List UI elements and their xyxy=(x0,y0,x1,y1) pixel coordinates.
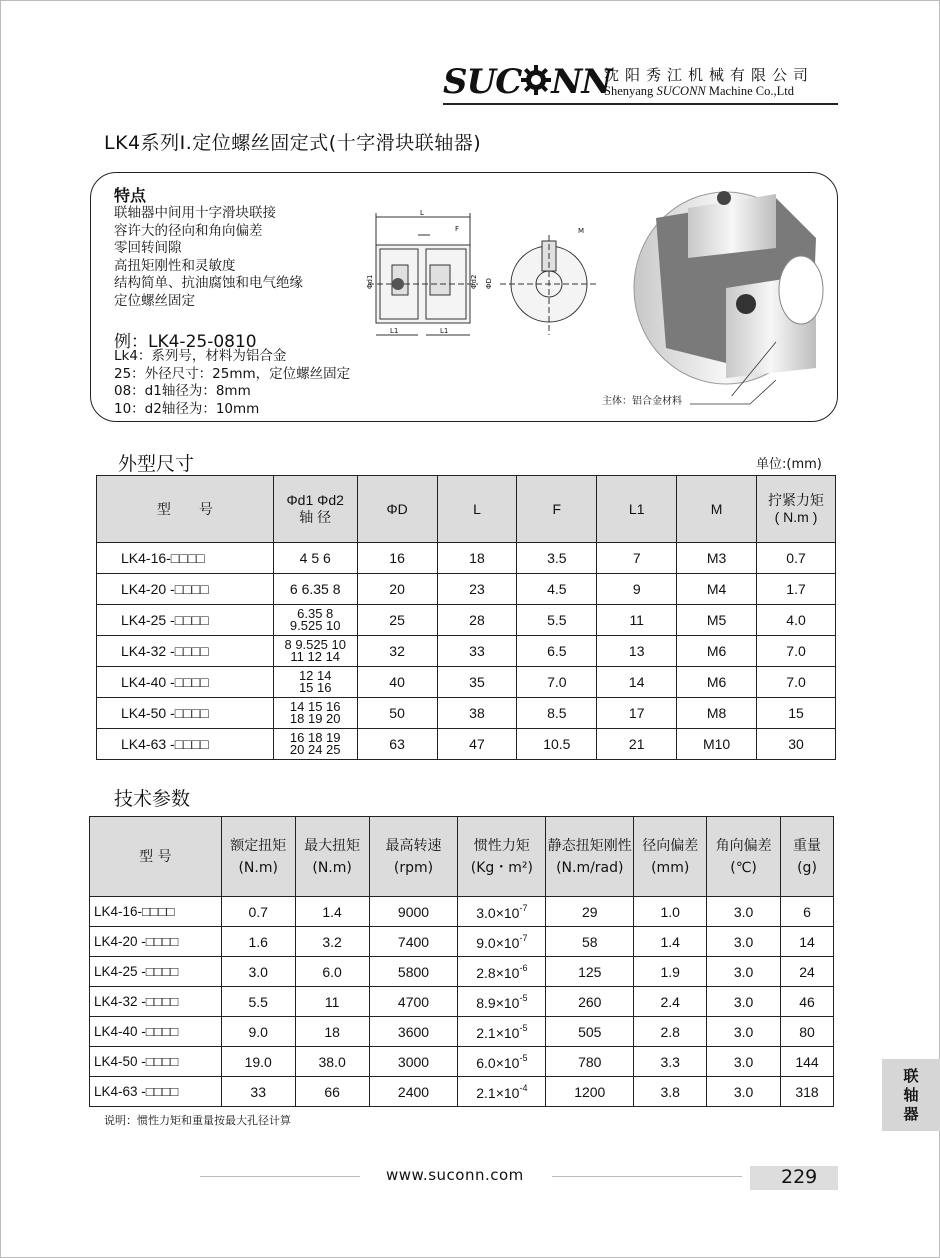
table-row xyxy=(90,1077,834,1107)
table-cell: 7.0 xyxy=(757,667,836,698)
drawing-label-L1: L1 xyxy=(390,327,399,335)
model-cell: LK4-32 -□□□□ xyxy=(97,636,274,667)
table-cell: 1.9 xyxy=(634,957,707,987)
table-row xyxy=(90,927,834,957)
company-name-en: Shenyang SUCONN Machine Co.,Ltd xyxy=(604,84,794,98)
table-cell: 260 xyxy=(546,987,634,1017)
inertia-cell: $2.8\times 10^{-6}$ xyxy=(458,957,546,987)
feature-item: 高扭矩刚性和灵敏度 xyxy=(114,257,236,274)
example-title: 例：LK4-25-0810 xyxy=(114,332,257,352)
table-cell: 4.0 xyxy=(757,605,836,636)
table-cell: 3.2 xyxy=(295,927,369,957)
table-cell: 58 xyxy=(546,927,634,957)
table-cell: 6 6.35 8 xyxy=(273,574,357,605)
exponent: -7 xyxy=(519,902,528,913)
footer-rule-right xyxy=(552,1176,742,1177)
feature-item: 容许大的径向和角向偏差 xyxy=(114,222,263,239)
table-cell: 11 xyxy=(597,605,677,636)
table-cell: 0.7 xyxy=(221,897,295,927)
table-cell: 4700 xyxy=(369,987,458,1017)
table-cell: 16 18 19 20 24 25 xyxy=(273,729,357,760)
column-header: ΦD xyxy=(357,476,437,543)
table-cell: M5 xyxy=(677,605,757,636)
column-header: 静态扭矩刚性 (N.m/rad) xyxy=(546,817,634,897)
feature-item: 结构简单、抗油腐蚀和电气绝缘 xyxy=(114,275,303,292)
table-cell: 6.5 xyxy=(517,636,597,667)
table-cell: 3.0 xyxy=(707,897,781,927)
column-header: 角向偏差 (℃) xyxy=(707,817,781,897)
table-cell: 144 xyxy=(781,1047,834,1077)
model-cell: LK4-40 -□□□□ xyxy=(97,667,274,698)
table-cell: 3600 xyxy=(369,1017,458,1047)
table-cell: 3.0 xyxy=(221,957,295,987)
table-cell: 21 xyxy=(597,729,677,760)
table-cell: 13 xyxy=(597,636,677,667)
unit-label: 单位:(mm) xyxy=(756,457,822,472)
coupling-photo xyxy=(626,178,834,396)
table-row xyxy=(97,574,836,605)
table-header-row xyxy=(90,817,834,897)
model-cell: LK4-25 -□□□□ xyxy=(97,605,274,636)
table-cell: 3.8 xyxy=(634,1077,707,1107)
table-row xyxy=(90,1017,834,1047)
side-tab-char: 联 xyxy=(903,1067,919,1085)
technical-title: 技术参数 xyxy=(114,788,191,810)
table-cell: 7.0 xyxy=(757,636,836,667)
model-cell: LK4-25 -□□□□ xyxy=(90,957,222,987)
model-cell: LK4-16-□□□□ xyxy=(97,543,274,574)
table-cell: 24 xyxy=(781,957,834,987)
drawing-label-D: ΦD xyxy=(485,278,493,289)
inertia-cell: $6.0\times 10^{-5}$ xyxy=(458,1047,546,1077)
table-cell: 7400 xyxy=(369,927,458,957)
table-cell: 2.8 xyxy=(634,1017,707,1047)
column-header: 最高转速 (rpm) xyxy=(369,817,458,897)
table-cell: 3.0 xyxy=(707,957,781,987)
material-note: 主体：铝合金材料 xyxy=(602,396,682,407)
table-cell: 8 9.525 10 11 12 14 xyxy=(273,636,357,667)
table-cell: 15 xyxy=(757,698,836,729)
feature-item: 联轴器中间用十字滑块联接 xyxy=(114,205,276,221)
table-cell: 5.5 xyxy=(221,987,295,1017)
inertia-cell: $2.1\times 10^{-4}$ xyxy=(458,1077,546,1107)
table-cell: 18 xyxy=(295,1017,369,1047)
dimensions-table xyxy=(96,475,836,760)
drawing-label-d2: Φd2 xyxy=(470,274,478,289)
column-header: 型 号 xyxy=(90,817,222,897)
table-cell: 66 xyxy=(295,1077,369,1107)
table-cell: 17 xyxy=(597,698,677,729)
table-cell: 5800 xyxy=(369,957,458,987)
example-list xyxy=(114,348,350,418)
inertia-cell: $8.9\times 10^{-5}$ xyxy=(458,987,546,1017)
table-row xyxy=(90,1047,834,1077)
table-row xyxy=(97,543,836,574)
exponent: -5 xyxy=(519,1022,528,1033)
table-cell: 14 xyxy=(781,927,834,957)
page-number: 229 xyxy=(781,1166,818,1188)
table-cell: 9.0 xyxy=(221,1017,295,1047)
table-cell: 7 xyxy=(597,543,677,574)
table-cell: 1.4 xyxy=(295,897,369,927)
table-cell: 318 xyxy=(781,1077,834,1107)
side-tab-char: 轴 xyxy=(903,1086,919,1104)
exponent: -5 xyxy=(519,992,528,1003)
footer-rule-left xyxy=(200,1176,360,1177)
table-cell: 2.4 xyxy=(634,987,707,1017)
table-cell: 10.5 xyxy=(517,729,597,760)
column-header: 型 号 xyxy=(97,476,274,543)
table-cell: 9000 xyxy=(369,897,458,927)
feature-item: 零回转间隙 xyxy=(114,240,182,257)
inertia-cell: $3.0\times 10^{-7}$ xyxy=(458,897,546,927)
leader-line xyxy=(690,380,780,408)
exponent: -4 xyxy=(519,1082,528,1093)
table-row xyxy=(97,667,836,698)
table-cell: 1.4 xyxy=(634,927,707,957)
footnote: 说明：惯性力矩和重量按最大孔径计算 xyxy=(104,1114,291,1127)
model-cell: LK4-50 -□□□□ xyxy=(90,1047,222,1077)
column-header: 额定扭矩 (N.m) xyxy=(221,817,295,897)
features-list xyxy=(114,205,303,311)
table-cell: 3.0 xyxy=(707,987,781,1017)
model-cell: LK4-16-□□□□ xyxy=(90,897,222,927)
table-cell: 7.0 xyxy=(517,667,597,698)
table-row xyxy=(97,729,836,760)
drawing-label-F: F xyxy=(455,225,460,233)
table-cell: 780 xyxy=(546,1047,634,1077)
exponent: -5 xyxy=(519,1052,528,1063)
table-header-row xyxy=(97,476,836,543)
model-cell: LK4-32 -□□□□ xyxy=(90,987,222,1017)
column-header: M xyxy=(677,476,757,543)
table-cell: 38 xyxy=(437,698,517,729)
example-item: 25：外径尺寸：25mm，定位螺丝固定 xyxy=(114,365,351,382)
table-cell: 9 xyxy=(597,574,677,605)
table-cell: 35 xyxy=(437,667,517,698)
table-cell: 33 xyxy=(437,636,517,667)
exponent: -7 xyxy=(519,932,528,943)
technical-table xyxy=(89,816,834,1107)
table-cell: 505 xyxy=(546,1017,634,1047)
table-cell: 33 xyxy=(221,1077,295,1107)
table-cell: 20 xyxy=(357,574,437,605)
model-cell: LK4-40 -□□□□ xyxy=(90,1017,222,1047)
column-header: L1 xyxy=(597,476,677,543)
table-cell: 8.5 xyxy=(517,698,597,729)
table-cell: M6 xyxy=(677,667,757,698)
table-row xyxy=(90,897,834,927)
table-cell: 12 14 15 16 xyxy=(273,667,357,698)
example-item: 10：d2轴径为：10mm xyxy=(114,400,260,417)
inertia-cell: $2.1\times 10^{-5}$ xyxy=(458,1017,546,1047)
inertia-cell: $9.0\times 10^{-7}$ xyxy=(458,927,546,957)
column-header: 拧紧力矩 ( N.m ) xyxy=(757,476,836,543)
table-cell: 1200 xyxy=(546,1077,634,1107)
table-cell: 25 xyxy=(357,605,437,636)
table-cell: 14 xyxy=(597,667,677,698)
model-cell: LK4-20 -□□□□ xyxy=(97,574,274,605)
column-header: 径向偏差 (mm) xyxy=(634,817,707,897)
column-header: 惯性力矩 (Kg・m²) xyxy=(458,817,546,897)
table-cell: 11 xyxy=(295,987,369,1017)
table-cell: 18 xyxy=(437,543,517,574)
table-cell: 14 15 16 18 19 20 xyxy=(273,698,357,729)
table-row xyxy=(90,957,834,987)
table-cell: 2400 xyxy=(369,1077,458,1107)
table-cell: 40 xyxy=(357,667,437,698)
table-cell: M3 xyxy=(677,543,757,574)
table-cell: 29 xyxy=(546,897,634,927)
table-cell: 46 xyxy=(781,987,834,1017)
table-cell: 28 xyxy=(437,605,517,636)
page-title: LK4系列Ⅰ.定位螺丝固定式(十字滑块联轴器) xyxy=(104,132,482,154)
table-cell: 38.0 xyxy=(295,1047,369,1077)
example-item: 08：d1轴径为：8mm xyxy=(114,383,251,400)
table-cell: 3.0 xyxy=(707,1077,781,1107)
table-cell: 3000 xyxy=(369,1047,458,1077)
table-cell: M10 xyxy=(677,729,757,760)
drawing-label-M: M xyxy=(578,227,585,235)
table-cell: 6 xyxy=(781,897,834,927)
table-cell: 4.5 xyxy=(517,574,597,605)
drawing-label-L: L xyxy=(420,209,424,217)
column-header: F xyxy=(517,476,597,543)
table-cell: 30 xyxy=(757,729,836,760)
table-cell: 3.3 xyxy=(634,1047,707,1077)
table-row xyxy=(90,987,834,1017)
example-item: Lk4：系列号，材料为铝合金 xyxy=(114,348,287,364)
column-header: 重量 (g) xyxy=(781,817,834,897)
table-cell: 1.7 xyxy=(757,574,836,605)
header-divider xyxy=(443,103,838,105)
table-cell: M4 xyxy=(677,574,757,605)
table-cell: 3.0 xyxy=(707,1047,781,1077)
table-cell: 6.35 8 9.525 10 xyxy=(273,605,357,636)
side-tab-char: 器 xyxy=(903,1105,919,1123)
drawing-label-L1-right: L1 xyxy=(440,327,449,335)
table-cell: 63 xyxy=(357,729,437,760)
table-row xyxy=(97,636,836,667)
coupling-drawing xyxy=(360,205,610,345)
table-cell: 16 xyxy=(357,543,437,574)
exponent: -6 xyxy=(519,962,528,973)
model-cell: LK4-20 -□□□□ xyxy=(90,927,222,957)
table-cell: 80 xyxy=(781,1017,834,1047)
section-side-tab[interactable] xyxy=(882,1059,940,1131)
table-cell: 47 xyxy=(437,729,517,760)
table-cell: 1.0 xyxy=(634,897,707,927)
table-cell: 6.0 xyxy=(295,957,369,987)
table-cell: 5.5 xyxy=(517,605,597,636)
table-row xyxy=(97,605,836,636)
table-cell: 4 5 6 xyxy=(273,543,357,574)
table-cell: 32 xyxy=(357,636,437,667)
table-cell: 3.0 xyxy=(707,1017,781,1047)
model-cell: LK4-50 -□□□□ xyxy=(97,698,274,729)
suconn-logo: SUC NN xyxy=(443,62,612,102)
dimensions-title: 外型尺寸 xyxy=(118,453,195,475)
model-cell: LK4-63 -□□□□ xyxy=(97,729,274,760)
company-name-cn: 沈阳秀江机械有限公司 xyxy=(604,66,815,84)
gear-icon xyxy=(521,64,551,104)
table-cell: 125 xyxy=(546,957,634,987)
column-header: 最大扭矩 (N.m) xyxy=(295,817,369,897)
drawing-label-d1: Φd1 xyxy=(366,274,374,289)
table-cell: 50 xyxy=(357,698,437,729)
feature-item: 定位螺丝固定 xyxy=(114,292,195,309)
table-cell: 1.6 xyxy=(221,927,295,957)
table-cell: 23 xyxy=(437,574,517,605)
model-cell: LK4-63 -□□□□ xyxy=(90,1077,222,1107)
table-cell: M8 xyxy=(677,698,757,729)
table-cell: 3.5 xyxy=(517,543,597,574)
website-link[interactable]: www.suconn.com xyxy=(386,1166,524,1184)
features-title: 特点 xyxy=(114,186,147,205)
column-header: L xyxy=(437,476,517,543)
table-cell: 19.0 xyxy=(221,1047,295,1077)
table-cell: 3.0 xyxy=(707,927,781,957)
table-cell: M6 xyxy=(677,636,757,667)
column-header: Φd1 Φd2 轴 径 xyxy=(273,476,357,543)
table-cell: 0.7 xyxy=(757,543,836,574)
table-row xyxy=(97,698,836,729)
